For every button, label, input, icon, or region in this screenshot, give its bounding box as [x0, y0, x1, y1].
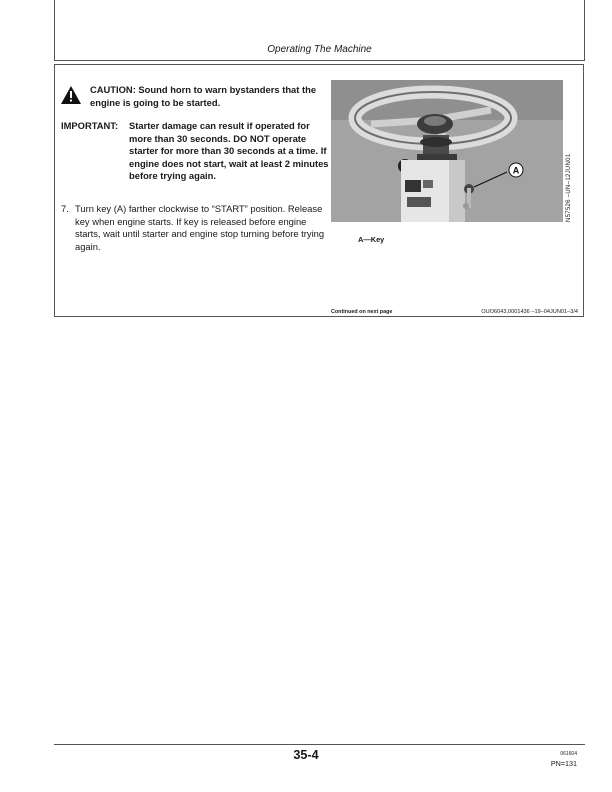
step-7 [61, 203, 331, 253]
footer-code: 061604 [560, 751, 577, 757]
document-id: OUO6043,0001436 –19–04JUN01–3/4 [481, 309, 578, 315]
footer-rule [54, 744, 585, 745]
footer-pn: PN=131 [550, 759, 577, 768]
caution-block [61, 84, 321, 109]
figure-caption: A—Key [358, 235, 385, 244]
continued-note: Continued on next page [331, 309, 393, 315]
important-label: IMPORTANT: [61, 120, 119, 131]
caution-text: CAUTION: Sound horn to warn bystanders that the engine is going to be started. [90, 84, 317, 108]
callout-a-label: A [512, 165, 520, 176]
step-number: 7. [61, 203, 69, 214]
steering-column-photo [331, 80, 563, 222]
photo-illustration [331, 80, 563, 222]
page-number: 35-4 [293, 748, 319, 762]
figure-side-code: N57526 –UN–12JUN01 [566, 153, 572, 222]
important-block [61, 120, 331, 183]
important-text: Starter damage can result if operated for more than 30 seconds. DO NOT operate starter for more than 30 seconds at a time. If engine does not start, wait at least 2 minutes before trying again. [129, 120, 329, 181]
step-text: Turn key (A) farther clockwise to “START” position. Release key when engine starts. If key is released before engine starts, wait until starter and engine stop turning before trying again. [75, 203, 325, 252]
header-rule [54, 60, 585, 61]
page-header-title: Operating The Machine [267, 44, 372, 55]
warning-triangle-icon [61, 86, 81, 104]
